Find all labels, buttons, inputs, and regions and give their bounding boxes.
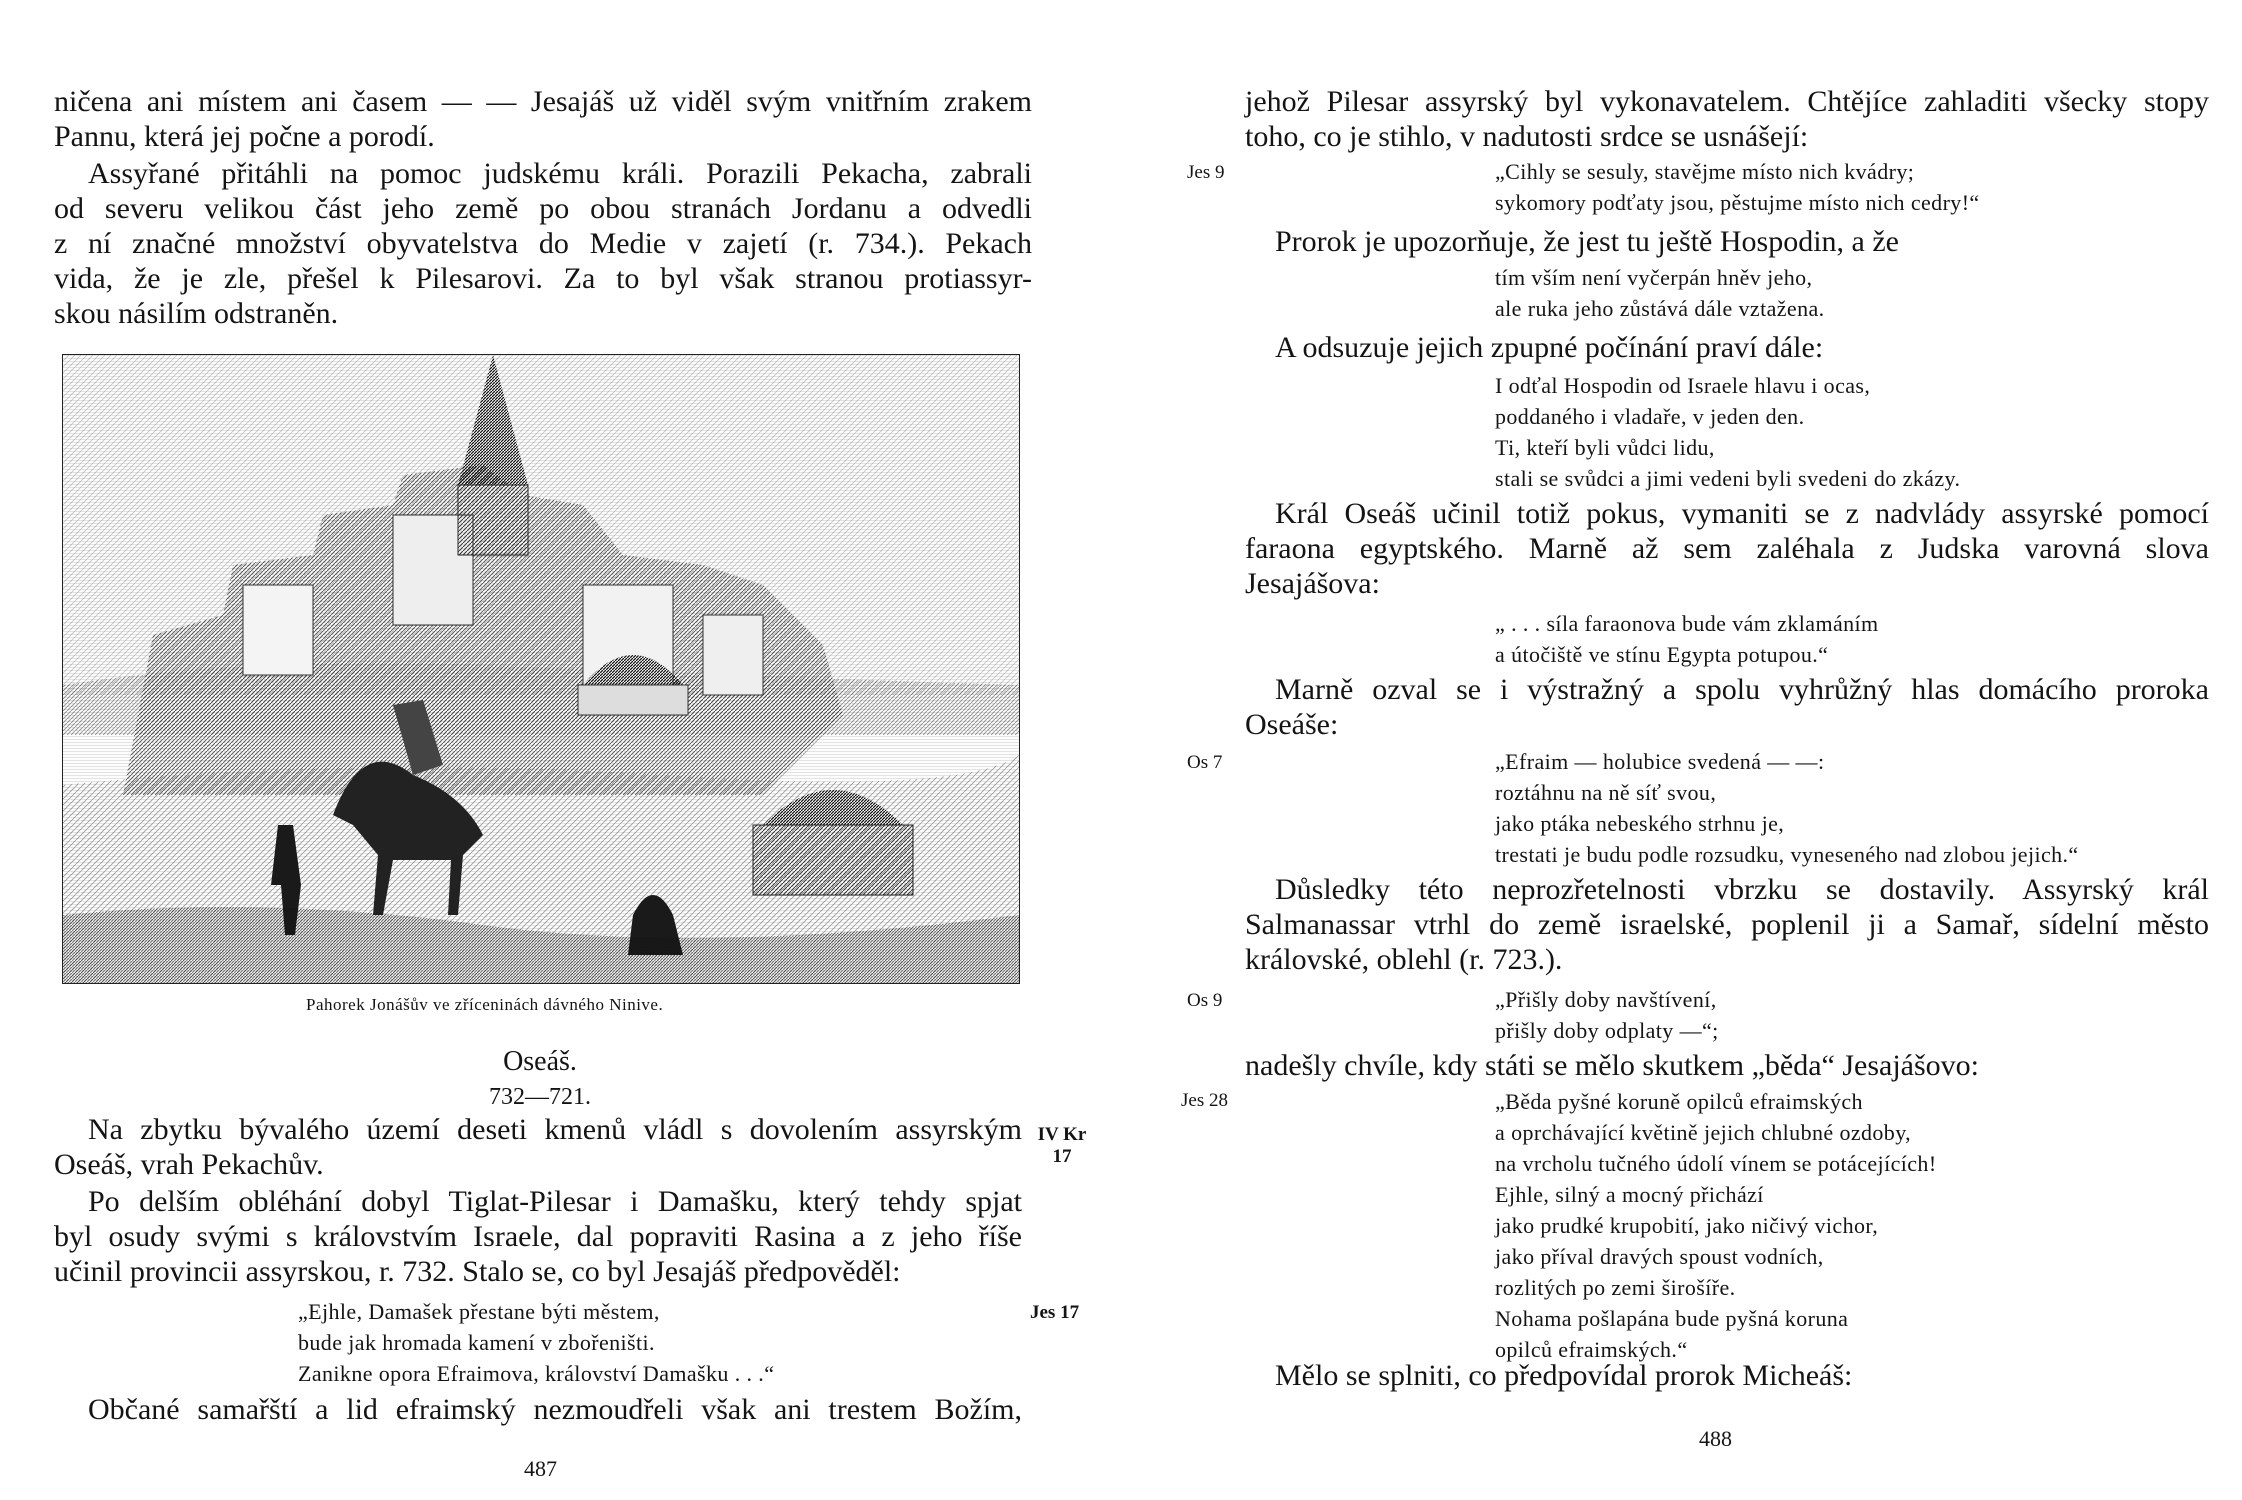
margin-ref-iv-kr	[1032, 1124, 1092, 1168]
text-line: Assyřané přitáhli na pomoc judskému králi. Porazili Pekacha, zabrali	[88, 157, 1032, 190]
page-number-right: 488	[1699, 1426, 1732, 1451]
paragraph-final	[54, 1392, 1022, 1427]
paragraph-king-oseas	[1245, 496, 2209, 601]
text-line: A odsuzuje jejich zpupné počínání praví dále:	[1275, 331, 1824, 364]
text-line: Občané samařští a lid efraimský nezmoudřeli však ani trestem Božím,	[88, 1393, 1022, 1426]
verse-line: „Efraim — holubice svedená — —:	[1495, 749, 1825, 774]
nineveh-engraving	[63, 355, 1019, 983]
text-line: skou násilím odstraněn.	[54, 297, 339, 330]
text-line: Důsledky této neprozřetelnosti vbrzku se dostavily. Assyrský král	[1275, 873, 2209, 906]
figure-caption: Pahorek Jonášův ve zříceninách dávného Ninive.	[306, 995, 664, 1014]
text-line: toho, co je stihlo, v nadutosti srdce se usnášejí:	[1245, 120, 1809, 153]
text-line: faraona egyptského. Marně až sem zaléhala z Judska varovná slova	[1245, 532, 2209, 565]
verse-line: stali se svůdci a jimi vedeni byli svedeni do zkázy.	[1495, 466, 1961, 491]
text-line: Oseáše:	[1245, 708, 1339, 741]
margin-ref-jes17: Jes 17	[1030, 1302, 1080, 1323]
line-condemns	[1275, 330, 2175, 365]
verse-line: rozlitých po zemi širošíře.	[1495, 1275, 1736, 1300]
verse-line: a útočiště ve stínu Egypta potupou.“	[1495, 642, 1829, 667]
quote-ephraim	[1495, 746, 2079, 870]
text-line: učinil provincii assyrskou, r. 732. Stalo se, co byl Jesajáš předpověděl:	[54, 1255, 901, 1288]
paragraph-intro	[54, 84, 1032, 154]
verse-line: přišly doby odplaty —“;	[1495, 1018, 1719, 1043]
text-line: Pannu, která jej počne a porodí.	[54, 120, 435, 153]
verse-line: ale ruka jeho zůstává dále vztažena.	[1495, 296, 1825, 321]
quote-damascus	[298, 1296, 774, 1389]
text-line: Oseáš, vrah Pekachův.	[54, 1148, 324, 1181]
paragraph-consequences	[1245, 872, 2209, 977]
verse-line: trestati je budu podle rozsudku, vyneseného nad zlobou jejich.“	[1495, 842, 2079, 867]
text-line: nadešly chvíle, kdy státi se mělo skutkem „běda“ Jesajášovo:	[1245, 1049, 1979, 1082]
text-line: Prorok je upozorňuje, že jest tu ještě Hospodin, a že	[1275, 225, 1899, 258]
text-line: Marně ozval se i výstražný a spolu vyhrůžný hlas domácího proroka	[1275, 673, 2209, 706]
text-line: Po delším obléhání dobyl Tiglat-Pilesar i Damašku, který tehdy spjat	[88, 1185, 1022, 1218]
verse-line: jako příval dravých spoust vodních,	[1495, 1244, 1824, 1269]
verse-line: bude jak hromada kamení v zbořeništi.	[298, 1330, 655, 1355]
text-line: jehož Pilesar assyrský byl vykonavatelem. Chtějíce zahladiti všecky stopy	[1245, 85, 2209, 118]
verse-line: poddaného i vladaře, v jeden den.	[1495, 404, 1805, 429]
text-line: vida, že je zle, přešel k Pilesarovi. Za to byl však stranou protiassyr-	[54, 262, 1032, 295]
verse-line: Ejhle, silný a mocný přichází	[1495, 1182, 1764, 1207]
line-prophet-warns	[1275, 224, 2175, 259]
text-line: Salmanassar vtrhl do země israelské, poplenil ji a Samař, sídelní město	[1245, 908, 2209, 941]
quote-pharaoh	[1495, 608, 1879, 670]
paragraph-assyrians	[54, 156, 1032, 331]
verse-line: „Běda pyšné koruně opilců efraimských	[1495, 1089, 1863, 1114]
paragraph-intro	[1245, 84, 2209, 154]
paragraph-damascus	[54, 1184, 1022, 1289]
verse-line: „Přišly doby navštívení,	[1495, 987, 1717, 1012]
line-beda	[1245, 1048, 2209, 1083]
text-line: ničena ani místem ani časem — — Jesajáš už viděl svým vnitřním zrakem	[54, 85, 1032, 118]
page-number-left: 487	[524, 1456, 557, 1481]
verse-line: sykomory podťaty jsou, pěstujme místo nich cedry!“	[1495, 190, 1980, 215]
verse-line: „Ejhle, Damašek přestane býti městem,	[298, 1299, 660, 1324]
engraving-illustration	[62, 354, 1020, 984]
text-line: Na zbytku bývalého území deseti kmenů vládl s dovolením assyrským	[88, 1113, 1022, 1146]
margin-ref-jes28: Jes 28	[1181, 1090, 1228, 1111]
verse-line: Ti, kteří byli vůdci lidu,	[1495, 435, 1715, 460]
verse-line: I odťal Hospodin od Israele hlavu i ocas,	[1495, 373, 1871, 398]
verse-line: opilců efraimských.“	[1495, 1337, 1688, 1362]
section-title: Oseáš.	[503, 1046, 577, 1077]
quote-crown	[1495, 1086, 1937, 1365]
verse-line: „Cihly se sesuly, stavějme místo nich kvádry;	[1495, 159, 1915, 184]
text-line: Jesajášova:	[1245, 567, 1380, 600]
text-line: královské, oblehl (r. 723.).	[1245, 943, 1563, 976]
text-line: byl osudy svými s královstvím Israele, dal popraviti Rasina a z jeho říše	[54, 1220, 1022, 1253]
verse-line: Zanikne opora Efraimova, království Damašku . . .“	[298, 1361, 775, 1386]
verse-line: na vrcholu tučného údolí vínem se potácejících!	[1495, 1151, 1937, 1176]
paragraph-oseas	[54, 1112, 1022, 1182]
line-micheas	[1275, 1358, 2175, 1393]
margin-ref-os9: Os 9	[1187, 990, 1223, 1011]
ref-chapter: 17	[1052, 1146, 1072, 1167]
verse-line: jako ptáka nebeského strhnu je,	[1495, 811, 1785, 836]
quote-bricks	[1495, 156, 1980, 218]
verse-line: roztáhnu na ně síť svou,	[1495, 780, 1717, 805]
verse-line: a oprchávající květině jejich chlubné ozdoby,	[1495, 1120, 1912, 1145]
text-line: z ní značné množství obyvatelstva do Medie v zajetí (r. 734.). Pekach	[54, 227, 1032, 260]
paragraph-oseas-voice	[1245, 672, 2209, 742]
quote-wrath	[1495, 262, 1825, 324]
verse-line: Nohama pošlapána bude pyšná koruna	[1495, 1306, 1849, 1331]
quote-visitation	[1495, 984, 1719, 1046]
text-line: od severu velikou část jeho země po obou stranách Jordanu a odvedli	[54, 192, 1032, 225]
ref-book: IV Kr	[1037, 1124, 1087, 1145]
right-page	[1121, 0, 2242, 1500]
verse-line: jako prudké krupobití, jako ničivý vichor,	[1495, 1213, 1879, 1238]
margin-ref-jes9: Jes 9	[1187, 162, 1225, 183]
verse-line: „ . . . síla faraonova bude vám zklamáním	[1495, 611, 1879, 636]
text-line: Král Oseáš učinil totiž pokus, vymaniti se z nadvlády assyrské pomocí	[1275, 497, 2209, 530]
verse-line: tím vším není vyčerpán hněv jeho,	[1495, 265, 1813, 290]
quote-head-tail	[1495, 370, 1960, 494]
section-years: 732—721.	[489, 1084, 591, 1110]
margin-ref-os7: Os 7	[1187, 752, 1223, 773]
text-line: Mělo se splniti, co předpovídal prorok Micheáš:	[1275, 1359, 1853, 1392]
